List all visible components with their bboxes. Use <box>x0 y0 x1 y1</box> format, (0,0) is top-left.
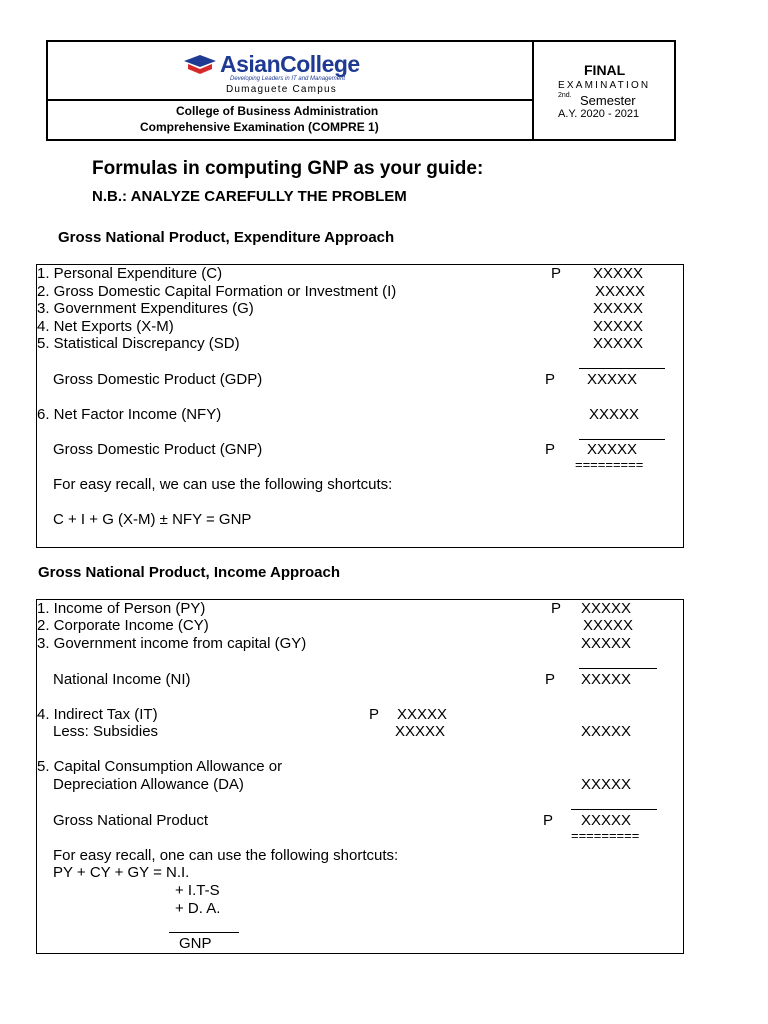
exp-amount-4: XXXXX <box>593 318 644 335</box>
exp-amount-5: XXXXX <box>593 335 644 352</box>
exp-amount-6: XXXXX <box>589 406 640 423</box>
page-title: Formulas in computing GNP as your guide: <box>92 158 484 179</box>
exp-item-3: 3. Government Expenditures (G) <box>37 300 254 317</box>
nb-note: N.B.: ANALYZE CAREFULLY THE PROBLEM <box>92 188 407 205</box>
exp-item-1: 1. Personal Expenditure (C) <box>37 265 223 282</box>
inc-item-5a: 5. Capital Consumption Allowance or <box>37 758 283 775</box>
expenditure-box <box>36 264 684 548</box>
semester-label: Semester <box>580 93 636 108</box>
inc-ni-amount: XXXXX <box>581 671 632 688</box>
inc-formula-3: + D. A. <box>175 900 221 917</box>
examination-label: EXAMINATION <box>558 80 651 91</box>
inc-ni-label: National Income (NI) <box>53 671 191 688</box>
inc-net-tax-amount: XXXXX <box>581 723 632 740</box>
expenditure-heading: Gross National Product, Expenditure Approach <box>58 229 395 246</box>
inc-amount-3: XXXXX <box>581 635 632 652</box>
header-title-cell <box>48 101 534 139</box>
income-box <box>36 599 684 954</box>
exp-gdp-peso: P <box>545 371 556 388</box>
exam-header <box>46 40 676 141</box>
inc-peso-1: P <box>551 600 562 617</box>
inc-gnp-peso: P <box>543 812 554 829</box>
exp-amount-1: XXXXX <box>593 265 644 282</box>
inc-tax-amount: XXXXX <box>397 706 448 723</box>
college-name: College of Business Administration <box>176 104 379 118</box>
exp-item-6: 6. Net Factor Income (NFY) <box>37 406 222 423</box>
exp-item-5: 5. Statistical Discrepancy (SD) <box>37 335 240 352</box>
logo-text: AsianCollege <box>220 51 360 77</box>
exp-item-4: 4. Net Exports (X-M) <box>37 318 174 335</box>
inc-ni-peso: P <box>545 671 556 688</box>
inc-amount-2: XXXXX <box>583 617 634 634</box>
exp-double-rule: ========= <box>575 457 644 472</box>
exp-formula: C + I + G (X-M) ± NFY = GNP <box>53 511 252 528</box>
inc-formula-4: GNP <box>179 935 212 952</box>
inc-tax-peso: P <box>369 706 380 723</box>
logo-tagline: Developing Leaders in IT and Management <box>230 76 346 82</box>
inc-gnp-amount: XXXXX <box>581 812 632 829</box>
inc-item-4: 4. Indirect Tax (IT) <box>37 706 158 723</box>
final-label: FINAL <box>584 62 626 78</box>
exp-gdp-label: Gross Domestic Product (GDP) <box>53 371 263 388</box>
exp-gnp-label: Gross Domestic Product (GNP) <box>53 441 263 458</box>
semester-ordinal: 2nd. <box>558 92 572 99</box>
inc-subsidy-amount: XXXXX <box>395 723 446 740</box>
inc-formula-2: + I.T-S <box>175 882 220 899</box>
inc-item-2: 2. Corporate Income (CY) <box>37 617 209 634</box>
exp-peso-1: P <box>551 265 562 282</box>
inc-da-amount: XXXXX <box>581 776 632 793</box>
exp-recall-text: For easy recall, we can use the following shortcuts: <box>53 476 393 493</box>
income-heading: Gross National Product, Income Approach <box>38 564 340 581</box>
header-logo-cell <box>48 42 534 101</box>
inc-amount-1: XXXXX <box>581 600 632 617</box>
inc-item-3: 3. Government income from capital (GY) <box>37 635 307 652</box>
inc-formula-rule <box>169 932 239 933</box>
inc-subtotal-rule <box>579 668 657 669</box>
exp-total-rule <box>579 439 665 440</box>
exp-item-2: 2. Gross Domestic Capital Formation or Investment (I) <box>37 283 397 300</box>
exp-gdp-amount: XXXXX <box>587 371 638 388</box>
exp-subtotal-rule <box>579 368 665 369</box>
exp-amount-3: XXXXX <box>593 300 644 317</box>
exp-gnp-peso: P <box>545 441 556 458</box>
inc-recall-text: For easy recall, one can use the following shortcuts: <box>53 847 399 864</box>
exp-amount-2: XXXXX <box>595 283 646 300</box>
inc-less-label: Less: Subsidies <box>53 723 159 740</box>
inc-item-5b: Depreciation Allowance (DA) <box>53 776 244 793</box>
campus-name: Dumaguete Campus <box>226 84 337 95</box>
inc-item-1: 1. Income of Person (PY) <box>37 600 206 617</box>
inc-total-rule <box>571 809 657 810</box>
college-logo-icon <box>182 53 218 77</box>
header-exam-cell <box>534 42 674 139</box>
inc-gnp-label: Gross National Product <box>53 812 209 829</box>
inc-formula-1: PY + CY + GY = N.I. <box>53 864 190 881</box>
inc-double-rule: ========= <box>571 828 640 843</box>
academic-year: A.Y. 2020 - 2021 <box>558 108 640 120</box>
exam-name: Comprehensive Examination (COMPRE 1) <box>140 120 379 134</box>
exp-gnp-amount: XXXXX <box>587 441 638 458</box>
